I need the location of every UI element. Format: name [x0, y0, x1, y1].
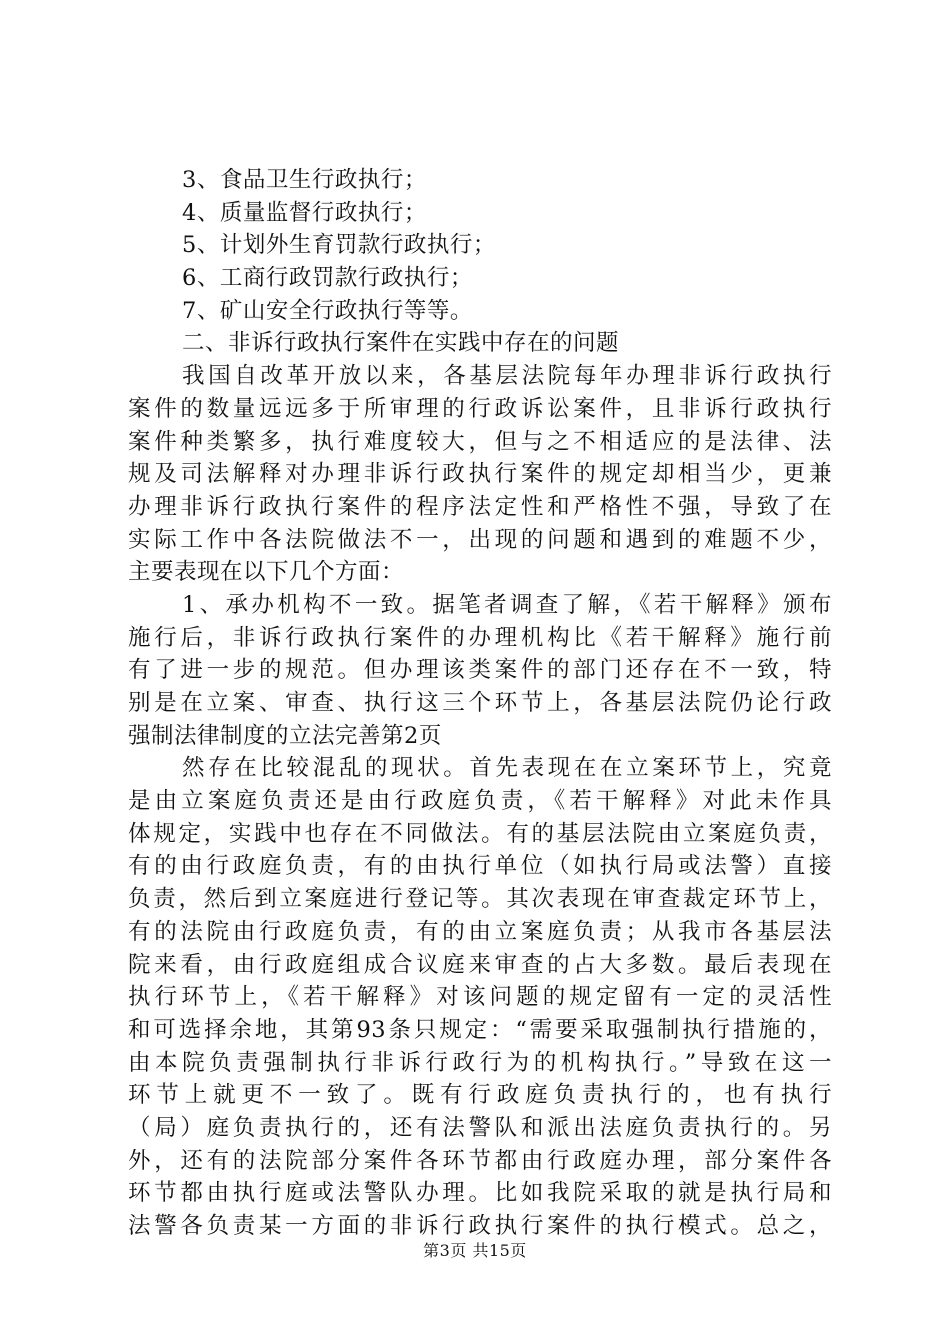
text-line: 5、计划外生育罚款行政执行；: [182, 232, 496, 259]
text-line: 我国自改革开放以来，各基层法院每年办理非诉行政执行: [182, 363, 832, 390]
text-line: 4、质量监督行政执行；: [182, 199, 427, 226]
text-line: 施行后，非诉行政执行案件的办理机构比《若干解释》施行前: [128, 624, 832, 651]
text-line: 办理非诉行政执行案件的程序法定性和严格性不强，导致了在: [128, 493, 832, 520]
text-line: 法警各负责某一方面的非诉行政执行案件的执行模式。总之，: [128, 1213, 832, 1239]
text-line: 3、食品卫生行政执行；: [182, 167, 427, 193]
document-body: [128, 164, 832, 1243]
text-line: 规及司法解释对办理非诉行政执行案件的规定却相当少，更兼: [128, 461, 832, 488]
text-line: 6、工商行政罚款行政执行；: [182, 265, 473, 292]
text-line: 是由立案庭负责还是由行政庭负责，《若干解释》对此未作具: [128, 788, 832, 815]
text-line: 案件的数量远远多于所审理的行政诉讼案件，且非诉行政执行: [128, 395, 832, 422]
text-line: 然存在比较混乱的现状。首先表现在在立案环节上，究竟: [182, 755, 832, 782]
text-line: 环节都由执行庭或法警队办理。比如我院采取的就是执行局和: [128, 1180, 832, 1207]
text-line: 体规定，实践中也存在不同做法。有的基层法院由立案庭负责，: [128, 820, 832, 847]
text-line: 负责，然后到立案庭进行登记等。其次表现在审查裁定环节上，: [128, 886, 832, 913]
text-line: 实际工作中各法院做法不一，出现的问题和遇到的难题不少，: [128, 526, 832, 553]
text-line: 强制法律制度的立法完善第2页: [128, 722, 442, 749]
page-footer: 第3页 共15页: [423, 1241, 527, 1260]
text-line: 执行环节上，《若干解释》对该问题的规定留有一定的灵活性: [128, 984, 832, 1011]
text-line: 别是在立案、审查、执行这三个环节上，各基层法院仍论行政: [128, 690, 832, 716]
text-line: 二、非诉行政执行案件在实践中存在的问题: [182, 330, 620, 357]
text-line: 案件种类繁多，执行难度较大，但与之不相适应的是法律、法: [128, 428, 832, 455]
text-line: 环节上就更不一致了。既有行政庭负责执行的，也有执行: [128, 1082, 832, 1109]
text-line: 1、承办机构不一致。据笔者调查了解，《若干解释》颁布: [182, 591, 832, 618]
text-line: 有的由行政庭负责，有的由执行单位（如执行局或法警）直接: [128, 853, 832, 880]
text-line: （局）庭负责执行的，还有法警队和派出法庭负责执行的。另: [128, 1114, 832, 1141]
text-line: 有的法院由行政庭负责，有的由立案庭负责；从我市各基层法: [128, 918, 832, 945]
text-line: 主要表现在以下几个方面：: [128, 559, 405, 586]
text-line: 有了进一步的规范。但办理该类案件的部门还存在不一致，特: [128, 657, 832, 684]
text-line: 7、矿山安全行政执行等等。: [182, 297, 473, 324]
text-line: 和可选择余地，其第93条只规定：“需要采取强制执行措施的，: [128, 1016, 832, 1043]
text-line: 外，还有的法院部分案件各环节都由行政庭办理，部分案件各: [128, 1147, 832, 1174]
text-line: 院来看，由行政庭组成合议庭来审查的占大多数。最后表现在: [128, 951, 832, 978]
text-line: 由本院负责强制执行非诉行政行为的机构执行。”导致在这一: [128, 1049, 832, 1076]
